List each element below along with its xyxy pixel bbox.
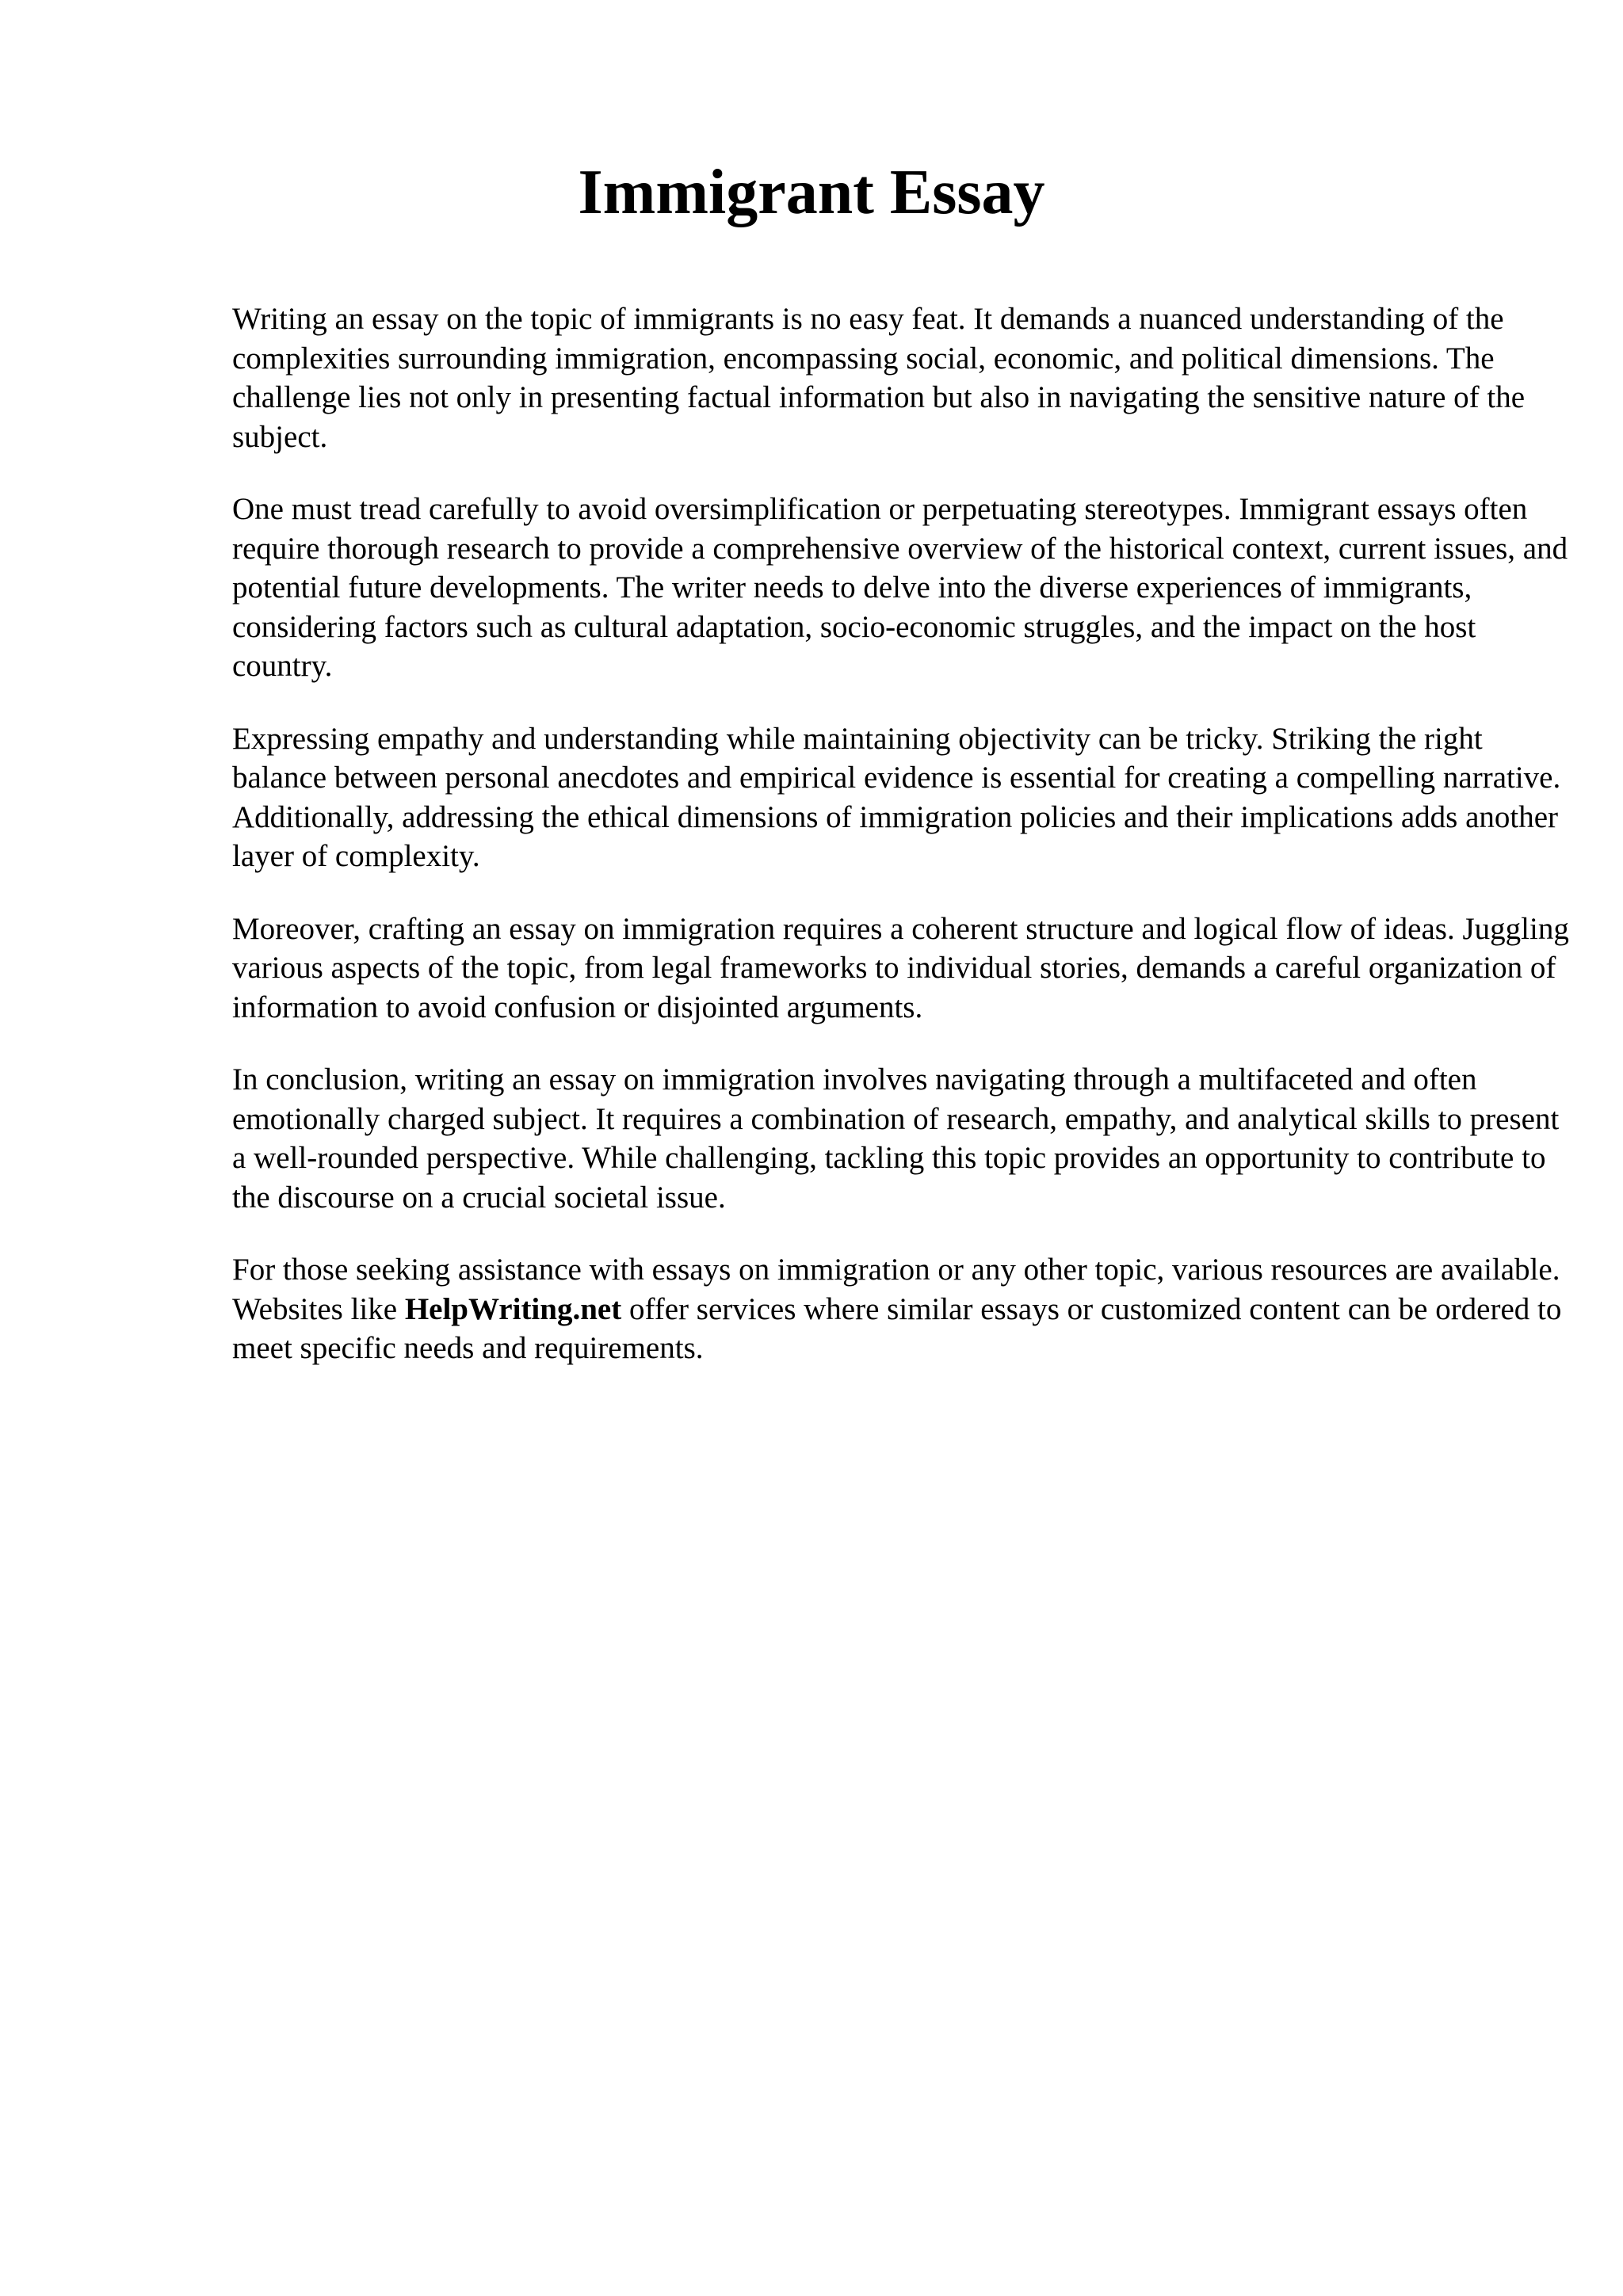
- closing-text-after: offer services where similar essays or customized content can be ordered to meet specific needs and requirements.: [232, 1291, 1562, 1365]
- essay-body: [232, 299, 1571, 1402]
- closing-text-before: For those seeking assistance with essays on immigration or any other topic, various resources are available. Websites like: [232, 1253, 1560, 1326]
- paragraph-3: Expressing empathy and understanding while maintaining objectivity can be tricky. Striking the right balance between personal anecdotes and empirical evidence is essential for creating a compelling narrative. Additionally, addressing the ethical dimensions of immigration policies and their implications adds another layer of complexity.: [232, 721, 1561, 873]
- brand-name: HelpWriting.net: [404, 1291, 622, 1326]
- paragraph-5: In conclusion, writing an essay on immigration involves navigating through a multifaceted and often emotionally charged subject. It requires a combination of research, empathy, and analytical skills to present a well-rounded perspective. While challenging, tackling this topic provides an opportunity to contribute to the discourse on a crucial societal issue.: [232, 1062, 1560, 1215]
- closing-paragraph: [232, 1250, 1571, 1368]
- paragraph-1: Writing an essay on the topic of immigrants is no easy feat. It demands a nuanced understanding of the complexities surrounding immigration, encompassing social, economic, and political dimensions. The challenge lies not only in presenting factual information but also in navigating the sensitive nature of the subject.: [232, 302, 1526, 454]
- paragraph-4: Moreover, crafting an essay on immigration requires a coherent structure and logical flow of ideas. Juggling various aspects of the topic, from legal frameworks to individual stories, demands a careful organization of information to avoid confusion or disjointed arguments.: [232, 911, 1569, 1024]
- paragraph-2: One must tread carefully to avoid oversimplification or perpetuating stereotypes. Immigrant essays often require thorough research to provide a comprehensive overview of the historical context, current issues, and potential future developments. The writer needs to delve into the diverse experiences of immigrants, considering factors such as cultural adaptation, socio-economic struggles, and the impact on the host country.: [232, 492, 1568, 683]
- page-title: Immigrant Essay: [578, 158, 1045, 227]
